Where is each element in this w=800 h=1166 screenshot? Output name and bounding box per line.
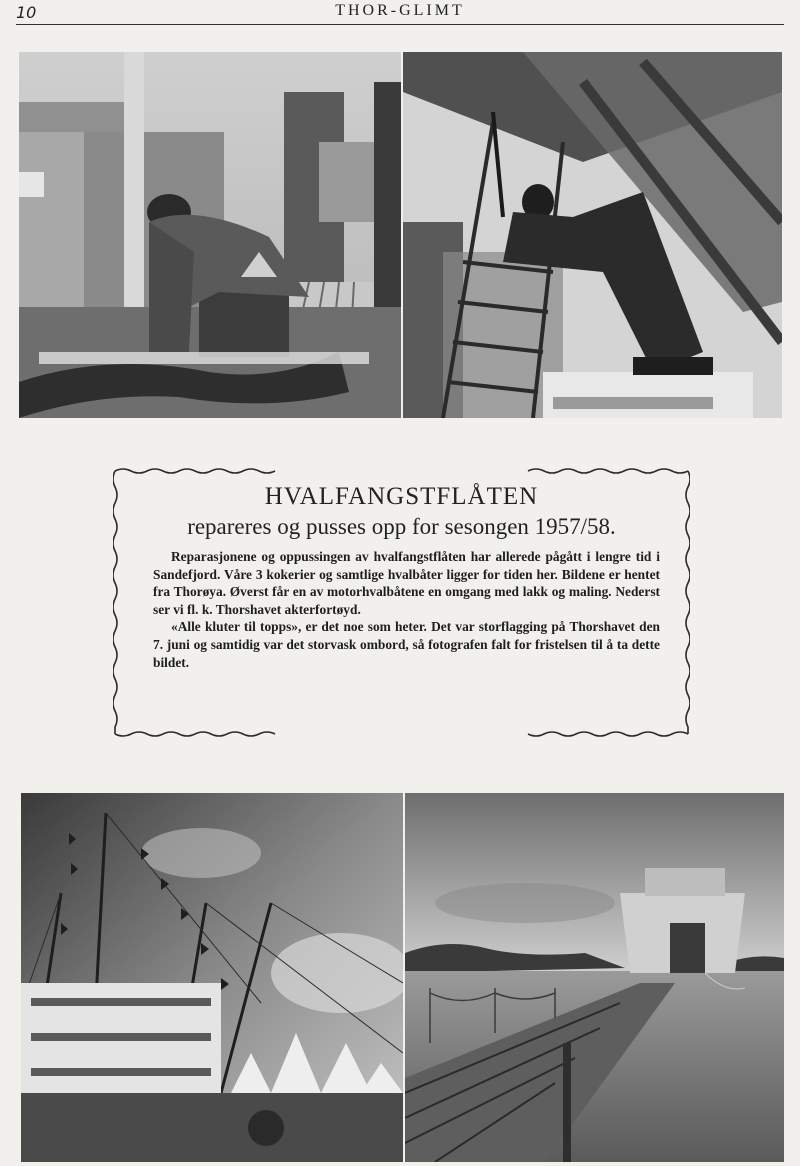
photo-bottom-right xyxy=(405,793,784,1162)
dock-worker-photo-icon xyxy=(19,52,401,418)
article-title: HVALFANGSTFLÅTEN xyxy=(264,483,539,510)
article-body xyxy=(153,548,660,671)
painter-on-bosun-chair-photo-icon xyxy=(403,52,782,418)
page-number: 10 xyxy=(16,3,37,22)
publication-title: THOR-GLIMT xyxy=(335,2,465,19)
body-paragraph-2: «Alle kluter til topps», er det noe som heter. Det var storflagging på Thorshavet den 7. juni og samtidig var det storvask ombord, så fotografen falt for fristelsen til å ta dette bildet. xyxy=(153,619,660,670)
ship-at-pier-photo-icon xyxy=(405,793,784,1162)
caption-box xyxy=(113,466,690,739)
article-subtitle: repareres og pusses opp for sesongen 1957/58. xyxy=(187,514,616,539)
header-rule xyxy=(16,24,784,25)
photo-bottom-left xyxy=(21,793,403,1162)
photo-top-left xyxy=(19,52,401,418)
ship-with-flags-photo-icon xyxy=(21,793,403,1162)
body-paragraph-1: Reparasjonene og oppussingen av hvalfangstflåten har allerede pågått i lengre tid i Sandefjord. Våre 3 kokerier og samtlige hvalbåter ligger for tiden her. Bildene er hentet fra Thorøya. Øverst får en av motorhvalbåtene en omgang med lakk og maling. Nederst ser vi fl. k. Thorshavet akterfortøyd. xyxy=(153,549,660,617)
photo-top-right xyxy=(403,52,782,418)
